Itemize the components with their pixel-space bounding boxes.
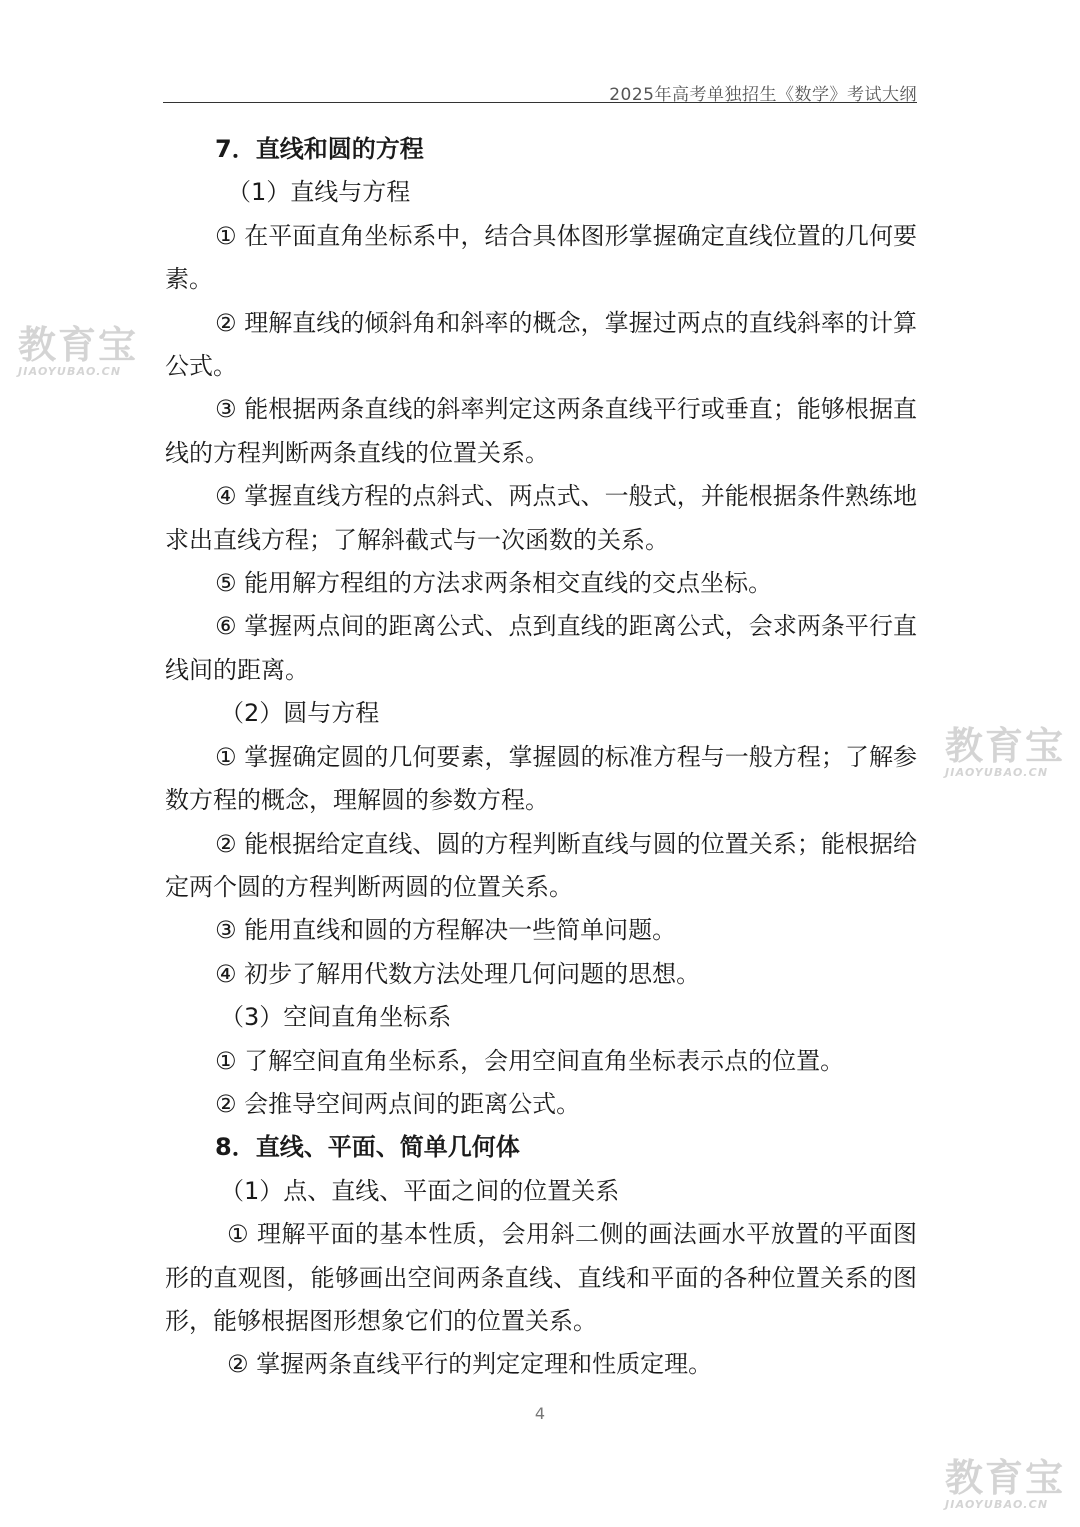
watermark-logo: [18, 325, 138, 378]
list-item: ① 了解空间直角坐标系，会用空间直角坐标表示点的位置。: [215, 1046, 845, 1075]
watermark-logo-text: 教育宝: [945, 1456, 1066, 1500]
list-item: ② 能根据给定直线、圆的方程判断直线与圆的位置关系；能根据给定两个圆的方程判断两圆的位置关系。: [165, 829, 917, 901]
page-body: [165, 128, 917, 1387]
watermark-logo: [945, 1458, 1065, 1511]
subsection-space-coordinate-system: （3）空间直角坐标系: [220, 1003, 452, 1032]
list-item: ④ 掌握直线方程的点斜式、两点式、一般式，并能根据条件熟练地求出直线方程；了解斜截式与一次函数的关系。: [165, 482, 917, 554]
watermark-domain-text: JIAOYUBAO.CN: [945, 1498, 1049, 1511]
running-header: 2025年高考单独招生《数学》考试大纲: [609, 85, 917, 105]
header-divider: [163, 102, 917, 103]
section-7-heading: 7．直线和圆的方程: [215, 135, 424, 163]
subsection-lines-and-equations: （1）直线与方程: [227, 178, 411, 207]
section-8-heading: 8．直线、平面、简单几何体: [215, 1133, 520, 1162]
subsection-point-line-plane-relations: （1）点、直线、平面之间的位置关系: [220, 1176, 620, 1205]
subsection-circles-and-equations: （2）圆与方程: [220, 699, 380, 728]
watermark-logo-text: 教育宝: [945, 724, 1066, 768]
watermark-logo: [945, 726, 1065, 779]
list-item: ① 理解平面的基本性质，会用斜二侧的画法画水平放置的平面图形的直观图，能够画出空间两条直线、直线和平面的各种位置关系的图形，能够根据图形想象它们的位置关系。: [165, 1220, 917, 1335]
list-item: ④ 初步了解用代数方法处理几何问题的思想。: [215, 959, 701, 988]
list-item: ③ 能用直线和圆的方程解决一些简单问题。: [215, 916, 677, 945]
list-item: ① 在平面直角坐标系中，结合具体图形掌握确定直线位置的几何要素。: [165, 221, 917, 294]
page-number: 4: [534, 1404, 546, 1423]
list-item: ② 会推导空间两点间的距离公式。: [215, 1089, 581, 1118]
list-item: ① 掌握确定圆的几何要素，掌握圆的标准方程与一般方程；了解参数方程的概念，理解圆的参数方程。: [165, 742, 917, 815]
list-item: ③ 能根据两条直线的斜率判定这两条直线平行或垂直；能够根据直线的方程判断两条直线的位置关系。: [165, 395, 917, 467]
list-item: ⑥ 掌握两点间的距离公式、点到直线的距离公式，会求两条平行直线间的距离。: [165, 612, 917, 684]
watermark-logo-text: 教育宝: [18, 323, 139, 367]
watermark-domain-text: JIAOYUBAO.CN: [18, 365, 122, 378]
watermark-domain-text: JIAOYUBAO.CN: [945, 766, 1049, 779]
list-item: ② 掌握两条直线平行的判定定理和性质定理。: [227, 1350, 713, 1379]
list-item: ⑤ 能用解方程组的方法求两条相交直线的交点坐标。: [215, 569, 773, 598]
list-item: ② 理解直线的倾斜角和斜率的概念，掌握过两点的直线斜率的计算公式。: [165, 308, 917, 381]
